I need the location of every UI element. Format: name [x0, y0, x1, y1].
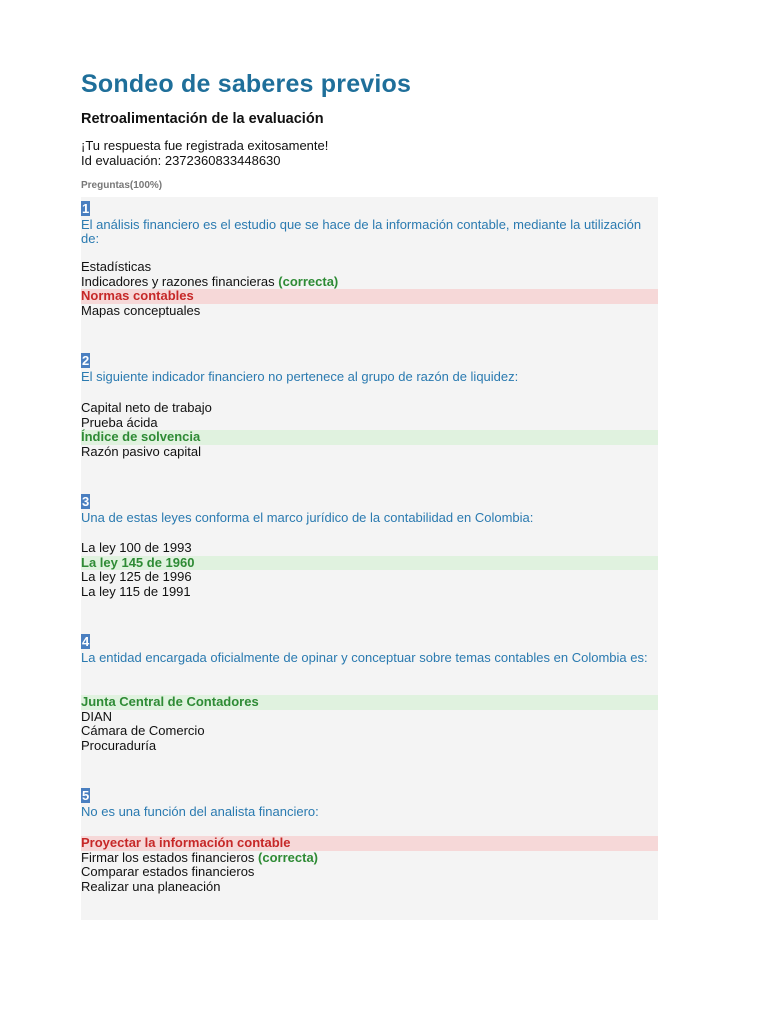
answers-3 — [81, 541, 658, 599]
answer-option-selected-wrong: Normas contables — [81, 289, 658, 304]
answer-option-selected-wrong: Proyectar la información contable — [81, 836, 658, 851]
answer-option: Razón pasivo capital — [81, 443, 201, 459]
answers-4 — [81, 695, 658, 753]
question-3 — [81, 493, 658, 525]
answers-2 — [81, 401, 658, 459]
feedback-subtitle: Retroalimentación de la evaluación — [81, 111, 324, 127]
questions-score-label: Preguntas(100%) — [81, 180, 163, 191]
question-2 — [81, 352, 658, 384]
page-title: Sondeo de saberes previos — [81, 70, 412, 98]
answer-option: La ley 100 de 1993 — [81, 540, 192, 555]
question-1 — [81, 200, 658, 245]
question-text: La entidad encargada oficialmente de opinar y conceptuar sobre temas contables en Colombia es: — [81, 650, 648, 665]
answer-option: Prueba ácida — [81, 414, 158, 430]
answer-option-selected-correct: La ley 145 de 1960 — [81, 556, 658, 571]
answer-option: Estadísticas — [81, 259, 152, 274]
question-4 — [81, 633, 658, 665]
question-number-badge: 3 — [82, 494, 90, 509]
answer-option: Firmar los estados financieros (correcta) — [81, 849, 318, 865]
answer-option: Realizar una planeación — [81, 878, 221, 894]
correct-mark: (correcta) — [278, 273, 339, 289]
answer-option: Comparar estados financieros — [81, 864, 255, 879]
answer-option: Mapas conceptuales — [81, 302, 201, 318]
answer-option-selected-correct: Índice de solvencia — [81, 430, 658, 445]
question-number-badge: 2 — [82, 353, 90, 368]
answer-option: Capital neto de trabajo — [81, 400, 212, 415]
question-number-badge: 4 — [82, 634, 90, 649]
answer-option: DIAN — [81, 708, 113, 724]
answers-1 — [81, 260, 658, 318]
question-text: Una de estas leyes conforma el marco jurídico de la contabilidad en Colombia: — [81, 510, 534, 525]
success-message: ¡Tu respuesta fue registrada exitosamente! — [81, 138, 329, 153]
question-text: El análisis financiero es el estudio que se hace de la información contable, mediante la utilización de: — [81, 217, 642, 246]
question-number-badge: 5 — [82, 788, 90, 803]
question-number-badge: 1 — [82, 201, 90, 216]
answer-option: Procuraduría — [81, 737, 157, 753]
evaluation-id: Id evaluación: 2372360833448630 — [81, 152, 281, 168]
answers-5 — [81, 836, 658, 894]
answer-option: Indicadores y razones financieras (correcta) — [81, 273, 339, 289]
question-text: El siguiente indicador financiero no pertenece al grupo de razón de liquidez: — [81, 369, 519, 384]
answer-option: La ley 125 de 1996 — [81, 569, 192, 584]
answer-option: La ley 115 de 1991 — [81, 583, 191, 599]
quiz-feedback-panel — [81, 197, 658, 920]
answer-option: Cámara de Comercio — [81, 723, 205, 738]
question-5 — [81, 787, 658, 819]
correct-mark: (correcta) — [258, 849, 318, 865]
question-text: No es una función del analista financiero: — [81, 804, 319, 819]
answer-option-selected-correct: Junta Central de Contadores — [81, 695, 658, 710]
submission-message — [81, 139, 328, 168]
